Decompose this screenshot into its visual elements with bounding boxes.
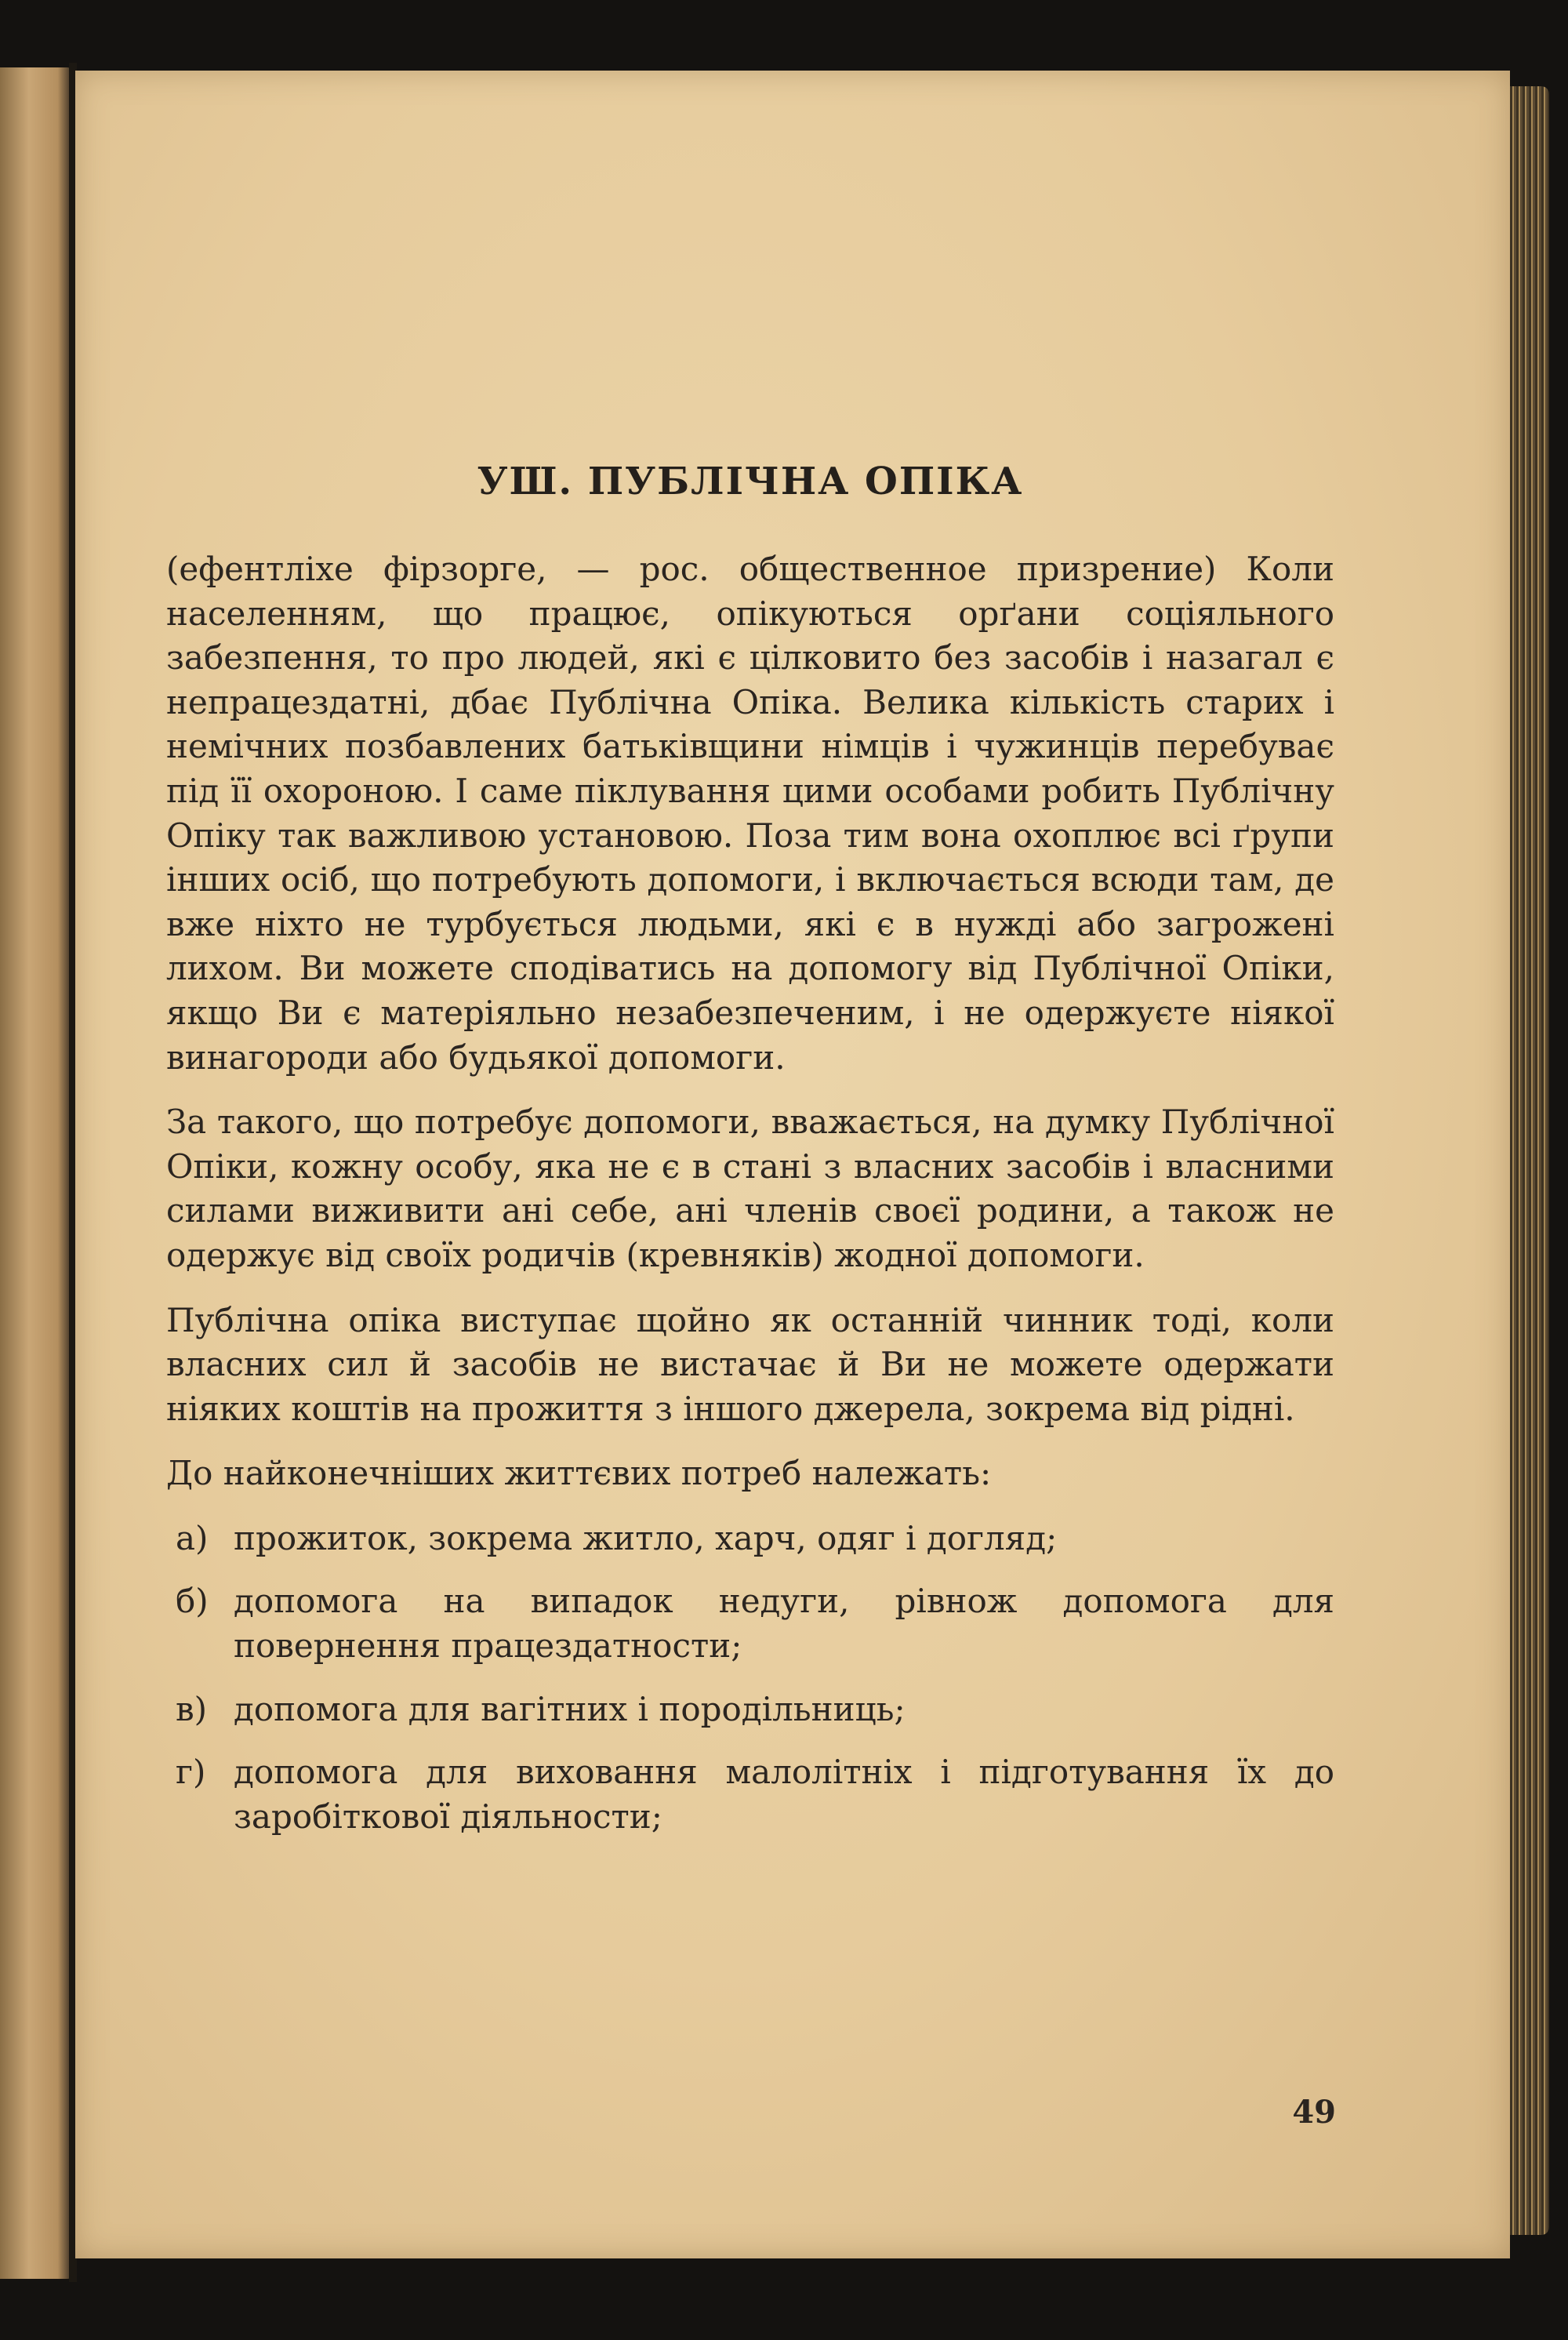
list-item-text: допомога для виховання малолітніх і підготування їх до заробіткової діяльности;	[234, 1753, 1334, 1836]
paragraph-last-resort: Публічна опіка виступає щойно як останній чинник тоді, коли власних сил й засобів не вистачає й Ви не можете одержати ніяких коштів на прожиття з іншого джерела, зокрема від рідні.	[166, 1300, 1334, 1428]
list-marker: г)	[176, 1753, 206, 1792]
chapter-title: УШ. ПУБЛІЧНА ОПІКА	[477, 460, 1024, 503]
list-marker: а)	[176, 1518, 209, 1557]
list-marker: б)	[176, 1582, 209, 1621]
list-item	[166, 1517, 1334, 1561]
page-stack-edge	[1510, 86, 1549, 2235]
needs-list	[166, 1517, 1334, 1840]
page-number: 49	[1292, 2094, 1336, 2131]
list-item	[166, 1688, 1334, 1732]
list-item-text: допомога для вагітних і породільниць;	[234, 1689, 906, 1728]
list-item	[166, 1750, 1334, 1839]
page-content	[166, 439, 1334, 1858]
paragraph-intro: (ефентліхе фірзорге, — рос. общественное призрение) Коли населенням, що працює, опікуються орґани соціяльного забезпення, то про людей, які є цілковито без засобів і назагал є непрацездатні, дбає Публічна Опіка. Велика кількість старих і немічних позбавлених батьківщини німців і чужинців перебуває під її охороною. І саме піклування цими особами робить Публічну Опіку так важливою установою. Поза тим вона охоплює всі ґрупи інших осіб, що потребують допомоги, і включається всюди там, де вже ніхто не турбується людьми, які є в нужді або загрожені лихом. Ви можете сподіватись на допомогу від Публічної Опіки, якщо Ви є матеріяльно незабезпеченим, і не одержуєте ніякої винагороди або будьякої допомоги.	[166, 550, 1334, 1077]
facing-page-edge	[0, 67, 72, 2279]
paragraph-needs-intro: До найконечніших життєвих потреб належать:	[166, 1454, 992, 1493]
list-marker: в)	[176, 1689, 208, 1728]
paragraph-definition: За такого, що потребує допомоги, вважається, на думку Публічної Опіки, кожну особу, яка не є в стані з власних засобів і власними силами виживити ані себе, ані членів своєї родини, а також не одержує від своїх родичів (кревняків) жодної допомоги.	[166, 1103, 1334, 1274]
list-item-text: прожиток, зокрема житло, харч, одяг і догляд;	[234, 1518, 1058, 1557]
list-item	[166, 1579, 1334, 1668]
list-item-text: допомога на випадок недуги, рівнож допомога для повернення працездатности;	[234, 1582, 1334, 1666]
